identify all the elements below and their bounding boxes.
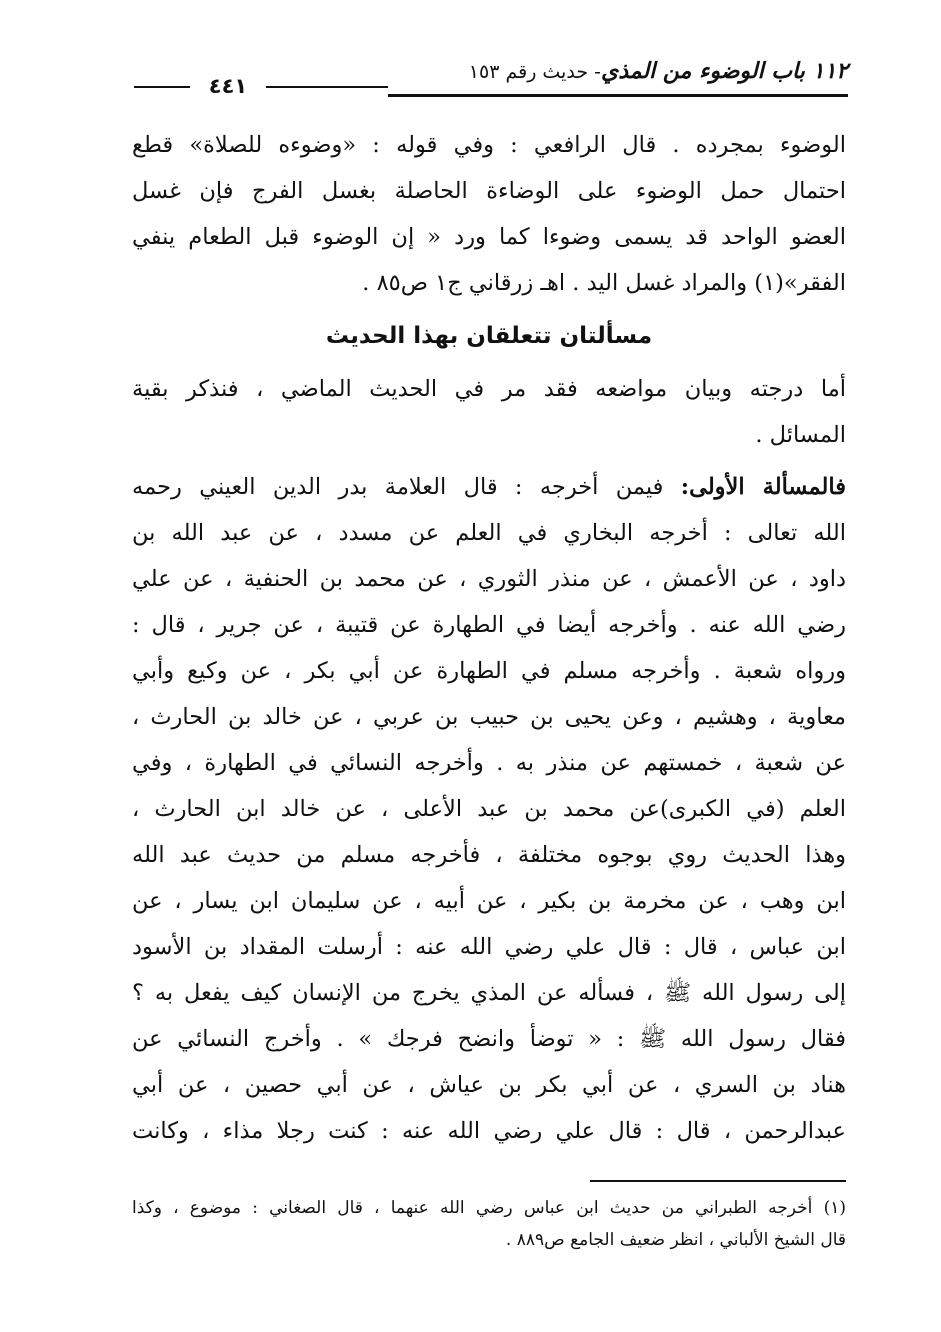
first-issue-label: فالمسألة الأولى: <box>680 474 846 500</box>
text-line: عبدالرحمن ، قال : قال علي رضي الله عنه : كنت رجلا مذاء ، وكانت <box>132 1118 846 1144</box>
page-number-rule-left <box>134 86 190 88</box>
text-line: ورواه شعبة . وأخرجه مسلم في الطهارة عن أبي بكر ، عن وكيع وأبي <box>132 658 846 684</box>
text-line: عن شعبة ، خمستهم عن منذر به . وأخرجه النسائي في الطهارة ، وفي <box>132 750 846 776</box>
text-line: الوضوء بمجرده . قال الرافعي : وفي قوله : «وضوءه للصلاة» قطع <box>132 132 846 158</box>
footnote-rule <box>590 1180 846 1182</box>
paragraph-2 <box>132 366 846 458</box>
text-line: العلم (في الكبرى)عن محمد بن عبد الأعلى ، عن خالد ابن الحارث ، <box>132 796 846 822</box>
text-line: العضو الواحد قد يسمى وضوءا كما ورد « إن الوضوء قبل الطعام ينفي <box>132 224 846 250</box>
text-line: أما درجته وبيان مواضعه فقد مر في الحديث الماضي ، فنذكر بقية <box>132 376 846 402</box>
text-line: وهذا الحديث روي بوجوه مختلفة ، فأخرجه مسلم من حديث عبد الله <box>132 842 846 868</box>
text-line: داود ، عن الأعمش ، عن منذر الثوري ، عن محمد بن الحنفية ، عن علي <box>132 566 846 592</box>
header-rule <box>388 94 848 97</box>
page-number-rule-right <box>266 86 388 88</box>
hadith-number-label: - حديث رقم ١٥٣ <box>468 61 601 83</box>
page-number-block <box>134 74 388 98</box>
text-line: رضي الله عنه . وأخرجه أيضا في الطهارة عن قتيبة ، عن جرير ، قال : <box>132 612 846 638</box>
footnotes <box>132 1192 846 1256</box>
running-header <box>134 56 848 96</box>
text-line <box>132 464 846 510</box>
page-number: ٤٤١ <box>208 74 248 98</box>
text-line: ابن عباس ، قال : قال علي رضي الله عنه : أرسلت المقداد بن الأسود <box>132 934 846 960</box>
header-title <box>469 56 848 88</box>
section-heading: مسألتان تتعلقان بهذا الحديث <box>325 323 653 349</box>
text-line: المسائل . <box>755 422 846 448</box>
paragraph-3 <box>132 464 846 1154</box>
paragraph-1 <box>132 122 846 306</box>
text-line: إلى رسول الله ﷺ ، فسأله عن المذي يخرج من الإنسان كيف يفعل به ؟ <box>132 980 846 1006</box>
text-line: ابن وهب ، عن مخرمة بن بكير ، عن أبيه ، عن سليمان ابن يسار ، عن <box>132 888 846 914</box>
text-line: هناد بن السري ، عن أبي بكر بن عياش ، عن أبي حصين ، عن أبي <box>132 1072 846 1098</box>
first-line-rest: فيمن أخرجه : قال العلامة بدر الدين العيني رحمه <box>132 474 681 500</box>
text-line: فقال رسول الله ﷺ : « توضأ وانضح فرجك » . وأخرج النسائي عن <box>132 1026 846 1052</box>
footnote-line: قال الشيخ الألباني ، انظر ضعيف الجامع ص٨٨٩ . <box>505 1230 846 1250</box>
footnote-line: (١) أخرجه الطبراني من حديث ابن عباس رضي الله عنهما ، قال الصغاني : موضوع ، وكذا <box>132 1198 846 1218</box>
body-text <box>132 122 846 1154</box>
text-line: الفقر»(١) والمراد غسل اليد . اهـ زرقاني ج١ ص٨٥ . <box>362 270 846 296</box>
chapter-title: ١١٢ باب الوضوء من المذي <box>600 59 848 84</box>
text-line: معاوية ، وهشيم ، وعن يحيى بن حبيب بن عربي ، عن خالد بن الحارث ، <box>132 704 846 730</box>
text-line: الله تعالى : أخرجه البخاري في العلم عن مسدد ، عن عبد الله بن <box>132 520 846 546</box>
text-line: احتمال حمل الوضوء على الوضاءة الحاصلة بغسل الفرج فإن غسل <box>132 178 846 204</box>
